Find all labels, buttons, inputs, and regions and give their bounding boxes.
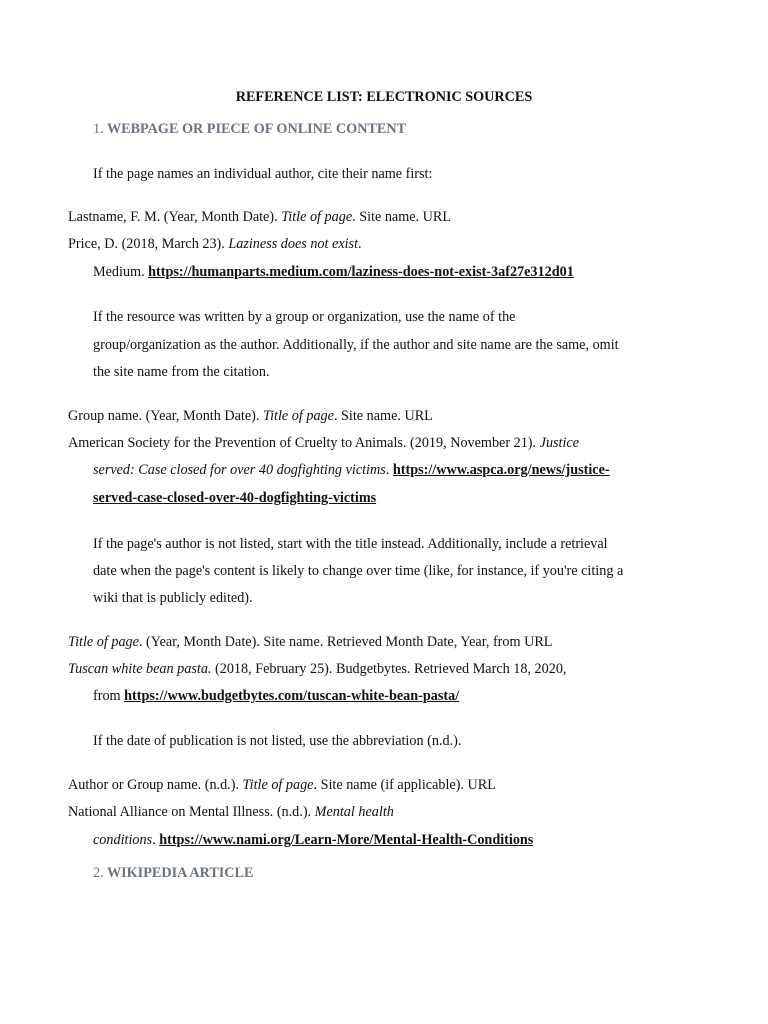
intro-paragraph-1: If the page names an individual author, cite their name first: [93, 166, 433, 182]
format-1-title: Title of page [281, 209, 353, 225]
citation-example-4 [68, 803, 394, 821]
citation-format-3 [68, 633, 552, 651]
paragraph-3-line-2: date when the page's content is likely to change over time (like, for instance, if you're citing a [93, 563, 624, 579]
citation-example-1-cont [93, 263, 574, 281]
example-3-title: Tuscan white bean pasta. [68, 661, 212, 677]
example-4-title-part-1: Mental health [314, 804, 394, 820]
example-4-period: . [152, 832, 160, 848]
format-3-title: Title of page [68, 634, 139, 650]
format-4-rest: . Site name (if applicable). URL [313, 777, 496, 793]
example-1-url-link[interactable]: https://humanparts.medium.com/laziness-does-not-exist-3af27e312d01 [148, 264, 574, 280]
paragraph-2-line-1: If the resource was written by a group or organization, use the name of the [93, 309, 516, 325]
example-1-author: Price, D. (2018, March 23). [68, 236, 229, 252]
document-title: REFERENCE LIST: ELECTRONIC SOURCES [235, 89, 533, 105]
example-2-period: . [385, 462, 393, 478]
citation-example-2 [68, 434, 579, 452]
section-2-title: WIKIPEDIA ARTICLE [106, 865, 254, 881]
citation-format-4 [68, 776, 496, 794]
citation-example-3-cont [93, 687, 459, 705]
example-1-site: Medium. [93, 264, 149, 280]
section-2-heading [93, 864, 253, 882]
citation-example-1 [68, 235, 362, 253]
example-1-title: Laziness does not exist [228, 236, 359, 252]
example-3-url-link[interactable]: https://www.budgetbytes.com/tuscan-white-bean-pasta/ [124, 688, 460, 704]
citation-example-2-cont [93, 461, 610, 479]
example-4-author: National Alliance on Mental Illness. (n.d.). [68, 804, 315, 820]
format-2-author: Group name. (Year, Month Date). [68, 408, 263, 424]
example-4-url-link[interactable]: https://www.nami.org/Learn-More/Mental-Health-Conditions [159, 832, 534, 848]
section-1-number: 1. [93, 121, 104, 137]
example-3-rest: (2018, February 25). Budgetbytes. Retrieved March 18, 2020, [211, 661, 567, 677]
citation-example-3 [68, 660, 566, 678]
example-2-url-link-part-2[interactable]: served-case-closed-over-40-dogfighting-victims [93, 490, 377, 506]
example-2-title-part-1: Justice [539, 435, 580, 451]
example-2-author: American Society for the Prevention of Cruelty to Animals. (2019, November 21). [68, 435, 540, 451]
example-3-from: from [93, 688, 125, 704]
citation-example-4-cont [93, 831, 533, 849]
format-3-rest: . (Year, Month Date). Site name. Retrieved Month Date, Year, from URL [138, 634, 553, 650]
citation-example-2-cont-2 [93, 489, 376, 507]
paragraph-2-line-2: group/organization as the author. Additionally, if the author and site name are the same, omit [93, 337, 619, 353]
section-2-number: 2. [93, 865, 104, 881]
format-4-title: Title of page [242, 777, 314, 793]
paragraph-3-line-3: wiki that is publicly edited). [93, 590, 253, 606]
format-1-rest: . Site name. URL [352, 209, 452, 225]
paragraph-3-line-1: If the page's author is not listed, start with the title instead. Additionally, include a retrieval [93, 536, 608, 552]
citation-format-2 [68, 407, 433, 425]
section-1-title: WEBPAGE OR PIECE OF ONLINE CONTENT [106, 121, 407, 137]
example-2-url-link-part-1[interactable]: https://www.aspca.org/news/justice- [392, 462, 610, 478]
example-1-period: . [358, 236, 362, 252]
paragraph-4: If the date of publication is not listed, use the abbreviation (n.d.). [93, 733, 462, 749]
citation-format-1 [68, 208, 451, 226]
format-2-title: Title of page [263, 408, 334, 424]
paragraph-2-line-3: the site name from the citation. [93, 364, 270, 380]
format-2-rest: . Site name. URL [333, 408, 433, 424]
section-1-heading [93, 120, 406, 138]
example-4-title-part-2: conditions [93, 832, 153, 848]
example-2-title-part-2: served: Case closed for over 40 dogfighting victims [93, 462, 386, 478]
format-4-author: Author or Group name. (n.d.). [68, 777, 243, 793]
format-1-author: Lastname, F. M. (Year, Month Date). [68, 209, 282, 225]
